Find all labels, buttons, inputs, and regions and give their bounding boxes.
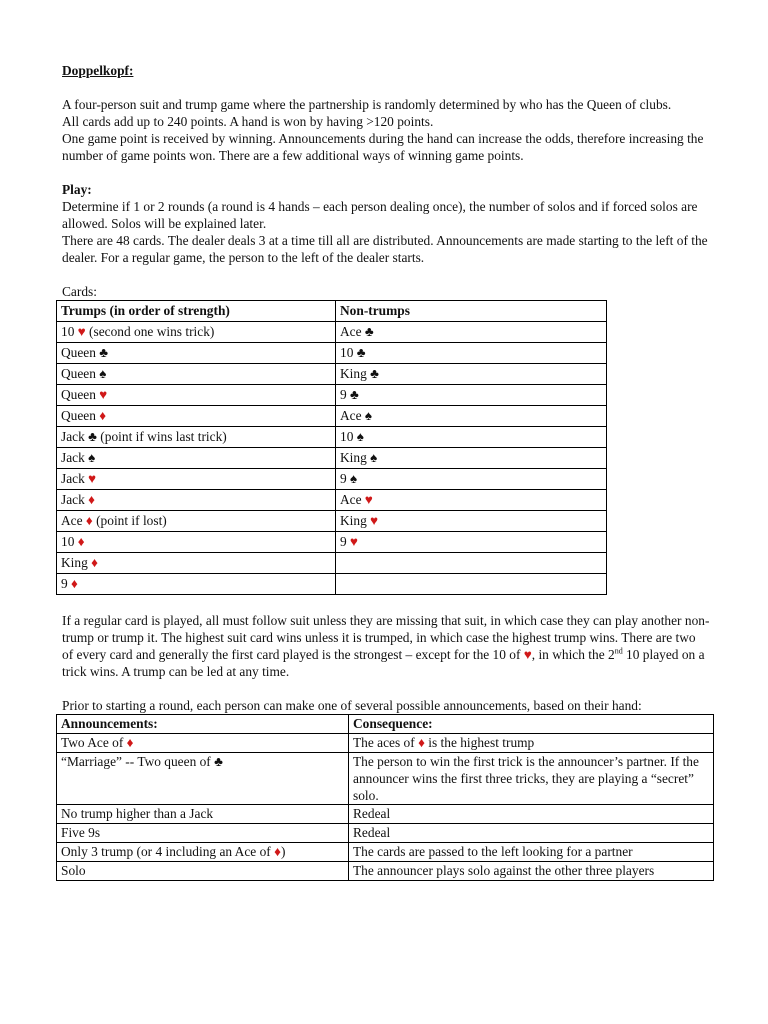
trump-card-cell xyxy=(57,511,336,532)
intro-line-2: All cards add up to 240 points. A hand is won by having >120 points. xyxy=(62,114,434,129)
consequence-cell xyxy=(349,843,714,862)
table-row xyxy=(57,490,607,511)
card-rank: 10 xyxy=(61,534,78,549)
trump-card-cell xyxy=(57,469,336,490)
heart-suit-icon: ♥ xyxy=(99,387,108,402)
rules-paragraph xyxy=(62,612,710,680)
trump-card-cell xyxy=(57,343,336,364)
play-line-1: Determine if 1 or 2 rounds (a round is 4 hands – each person dealing once), the number of solos and if forced solos are allowed. Solos will be explained later. xyxy=(62,199,698,231)
announcement-text: Five 9s xyxy=(61,825,101,840)
spade-suit-icon: ♠ xyxy=(370,450,378,465)
rules-part-2: , in which the 2 xyxy=(531,647,615,662)
table-row xyxy=(57,532,607,553)
nontrump-card-cell xyxy=(336,364,607,385)
consequence-cell xyxy=(349,805,714,824)
card-rank: Ace xyxy=(340,492,365,507)
card-rank: Jack xyxy=(61,492,89,507)
spade-suit-icon: ♠ xyxy=(364,408,373,423)
header-consequence: Consequence: xyxy=(349,715,714,734)
trump-card-cell xyxy=(57,532,336,553)
heart-suit-icon: ♥ xyxy=(350,534,358,549)
cards-label: Cards: xyxy=(62,284,97,299)
club-suit-icon: ♣ xyxy=(214,754,223,769)
rules-superscript: nd xyxy=(614,646,623,656)
table-row xyxy=(57,385,607,406)
trump-card-cell xyxy=(57,322,336,343)
consequence-text: Redeal xyxy=(353,806,391,821)
card-rank: Jack xyxy=(61,471,89,486)
announcement-text: Two Ace of xyxy=(61,735,127,750)
rules-part-3: 10 played on a trick wins. A trump can be led at any time. xyxy=(62,647,705,679)
announcements-table xyxy=(56,714,714,881)
consequence-text: The announcer plays solo against the other three players xyxy=(353,863,655,878)
trump-card-cell xyxy=(57,553,336,574)
table-row xyxy=(57,406,607,427)
trump-card-cell xyxy=(57,406,336,427)
table-row xyxy=(57,469,607,490)
club-suit-icon: ♣ xyxy=(350,387,359,402)
announcement-cell xyxy=(57,734,349,753)
trump-card-cell xyxy=(57,364,336,385)
nontrump-card-cell xyxy=(336,448,607,469)
card-rank: Ace xyxy=(61,513,86,528)
announcement-cell xyxy=(57,862,349,881)
diamond-suit-icon: ♦ xyxy=(418,735,425,750)
spade-suit-icon: ♠ xyxy=(356,429,364,444)
announcement-text: Only 3 trump (or 4 including an Ace of xyxy=(61,844,275,859)
spade-suit-icon: ♠ xyxy=(350,471,358,486)
announcement-text: No trump higher than a Jack xyxy=(61,806,214,821)
document-title: Doppelkopf: xyxy=(62,63,134,78)
announcement-cell xyxy=(57,843,349,862)
header-trumps: Trumps (in order of strength) xyxy=(57,301,336,322)
card-rank: King xyxy=(340,366,371,381)
intro-line-3: One game point is received by winning. Announcements during the hand can increase the odds, therefore increasing the number of game points won. There are a few additional ways of winning game points. xyxy=(62,131,704,163)
nontrump-card-cell xyxy=(336,343,607,364)
document-page xyxy=(62,62,710,881)
card-rank: Queen xyxy=(61,387,100,402)
table-row xyxy=(57,805,714,824)
nontrump-card-cell xyxy=(336,322,607,343)
table-row xyxy=(57,427,607,448)
card-rank: Ace xyxy=(340,324,365,339)
table-row xyxy=(57,322,607,343)
table-row xyxy=(57,448,607,469)
play-heading: Play: xyxy=(62,182,92,197)
diamond-suit-icon: ♦ xyxy=(126,735,134,750)
diamond-suit-icon: ♦ xyxy=(274,844,281,859)
table-row xyxy=(57,511,607,532)
card-note: (point if lost) xyxy=(92,513,167,528)
consequence-text-end: is the highest trump xyxy=(424,735,535,750)
trump-card-cell xyxy=(57,448,336,469)
card-rank: Jack xyxy=(61,429,89,444)
cards-table-header xyxy=(57,301,607,322)
nontrump-card-cell xyxy=(336,427,607,448)
table-row xyxy=(57,824,714,843)
spade-suit-icon: ♠ xyxy=(88,450,96,465)
consequence-text: The cards are passed to the left looking for a partner xyxy=(353,844,633,859)
card-rank: 10 xyxy=(61,324,78,339)
card-rank: 9 xyxy=(340,387,351,402)
play-line-2: There are 48 cards. The dealer deals 3 at a time till all are distributed. Announcements are made starting to the left of the dealer. For a regular game, the person to the left of the dealer starts. xyxy=(62,233,708,265)
consequence-text: The person to win the first trick is the announcer’s partner. If the announcer wins the first three tricks, they are playing a “secret” solo. xyxy=(353,754,699,803)
intro-line-1: A four-person suit and trump game where the partnership is randomly determined by who has the Queen of clubs. xyxy=(62,97,672,112)
header-announcements: Announcements: xyxy=(57,715,349,734)
heart-suit-icon: ♥ xyxy=(77,324,86,339)
nontrump-card-cell xyxy=(336,406,607,427)
announce-intro: Prior to starting a round, each person can make one of several possible announcements, based on their hand: xyxy=(62,698,642,713)
diamond-suit-icon: ♦ xyxy=(85,513,93,528)
card-rank: 10 xyxy=(340,429,357,444)
consequence-cell xyxy=(349,734,714,753)
card-rank: 9 xyxy=(340,534,351,549)
diamond-suit-icon: ♦ xyxy=(77,534,85,549)
card-rank: Jack xyxy=(61,450,89,465)
announcement-text-end: ) xyxy=(280,844,286,859)
nontrump-card-cell xyxy=(336,532,607,553)
consequence-cell xyxy=(349,824,714,843)
header-nontrumps: Non-trumps xyxy=(336,301,607,322)
club-suit-icon: ♣ xyxy=(356,345,366,360)
announcements-table-header xyxy=(57,715,714,734)
card-rank: 10 xyxy=(340,345,357,360)
trump-card-cell xyxy=(57,574,336,595)
card-rank: Queen xyxy=(61,345,100,360)
club-suit-icon: ♣ xyxy=(99,345,109,360)
table-row xyxy=(57,364,607,385)
consequence-cell xyxy=(349,862,714,881)
heart-suit-icon: ♥ xyxy=(364,492,373,507)
diamond-suit-icon: ♦ xyxy=(99,408,107,423)
diamond-suit-icon: ♦ xyxy=(91,555,98,570)
announcement-text: Solo xyxy=(61,863,86,878)
nontrump-card-cell xyxy=(336,469,607,490)
consequence-text: The aces of xyxy=(353,735,419,750)
heart-suit-icon: ♥ xyxy=(370,513,379,528)
nontrump-card-cell xyxy=(336,553,607,574)
table-row xyxy=(57,574,607,595)
card-rank: Ace xyxy=(340,408,365,423)
spade-suit-icon: ♠ xyxy=(99,366,107,381)
card-rank: 9 xyxy=(61,576,72,591)
nontrump-card-cell xyxy=(336,574,607,595)
table-row xyxy=(57,843,714,862)
card-rank: Queen xyxy=(61,408,100,423)
announcement-cell xyxy=(57,805,349,824)
card-note: (point if wins last trick) xyxy=(96,429,227,444)
rules-part-1: If a regular card is played, all must follow suit unless they are missing that suit, in which case they can play another non-trump or trump it. The highest suit card wins unless it is trumped, in which case the highest trump wins. There are two of every card and generally the first card played is the strongest – except for the 10 of xyxy=(62,613,710,662)
table-row xyxy=(57,553,607,574)
cards-table xyxy=(56,300,607,595)
announcement-cell xyxy=(57,753,349,805)
nontrump-card-cell xyxy=(336,511,607,532)
club-suit-icon: ♣ xyxy=(364,324,374,339)
trump-card-cell xyxy=(57,490,336,511)
card-rank: Queen xyxy=(61,366,100,381)
card-rank: 9 xyxy=(340,471,351,486)
diamond-suit-icon: ♦ xyxy=(88,492,95,507)
heart-suit-icon: ♥ xyxy=(523,647,532,662)
card-note: (second one wins trick) xyxy=(85,324,215,339)
announcement-text: “Marriage” -- Two queen of xyxy=(61,754,215,769)
club-suit-icon: ♣ xyxy=(88,429,97,444)
heart-suit-icon: ♥ xyxy=(88,471,97,486)
consequence-text: Redeal xyxy=(353,825,391,840)
table-row xyxy=(57,343,607,364)
card-rank: King xyxy=(340,450,371,465)
trump-card-cell xyxy=(57,385,336,406)
card-rank: King xyxy=(340,513,371,528)
nontrump-card-cell xyxy=(336,385,607,406)
card-rank: King xyxy=(61,555,92,570)
club-suit-icon: ♣ xyxy=(370,366,379,381)
consequence-cell xyxy=(349,753,714,805)
table-row xyxy=(57,734,714,753)
announcement-cell xyxy=(57,824,349,843)
diamond-suit-icon: ♦ xyxy=(71,576,78,591)
table-row xyxy=(57,753,714,805)
table-row xyxy=(57,862,714,881)
trump-card-cell xyxy=(57,427,336,448)
nontrump-card-cell xyxy=(336,490,607,511)
